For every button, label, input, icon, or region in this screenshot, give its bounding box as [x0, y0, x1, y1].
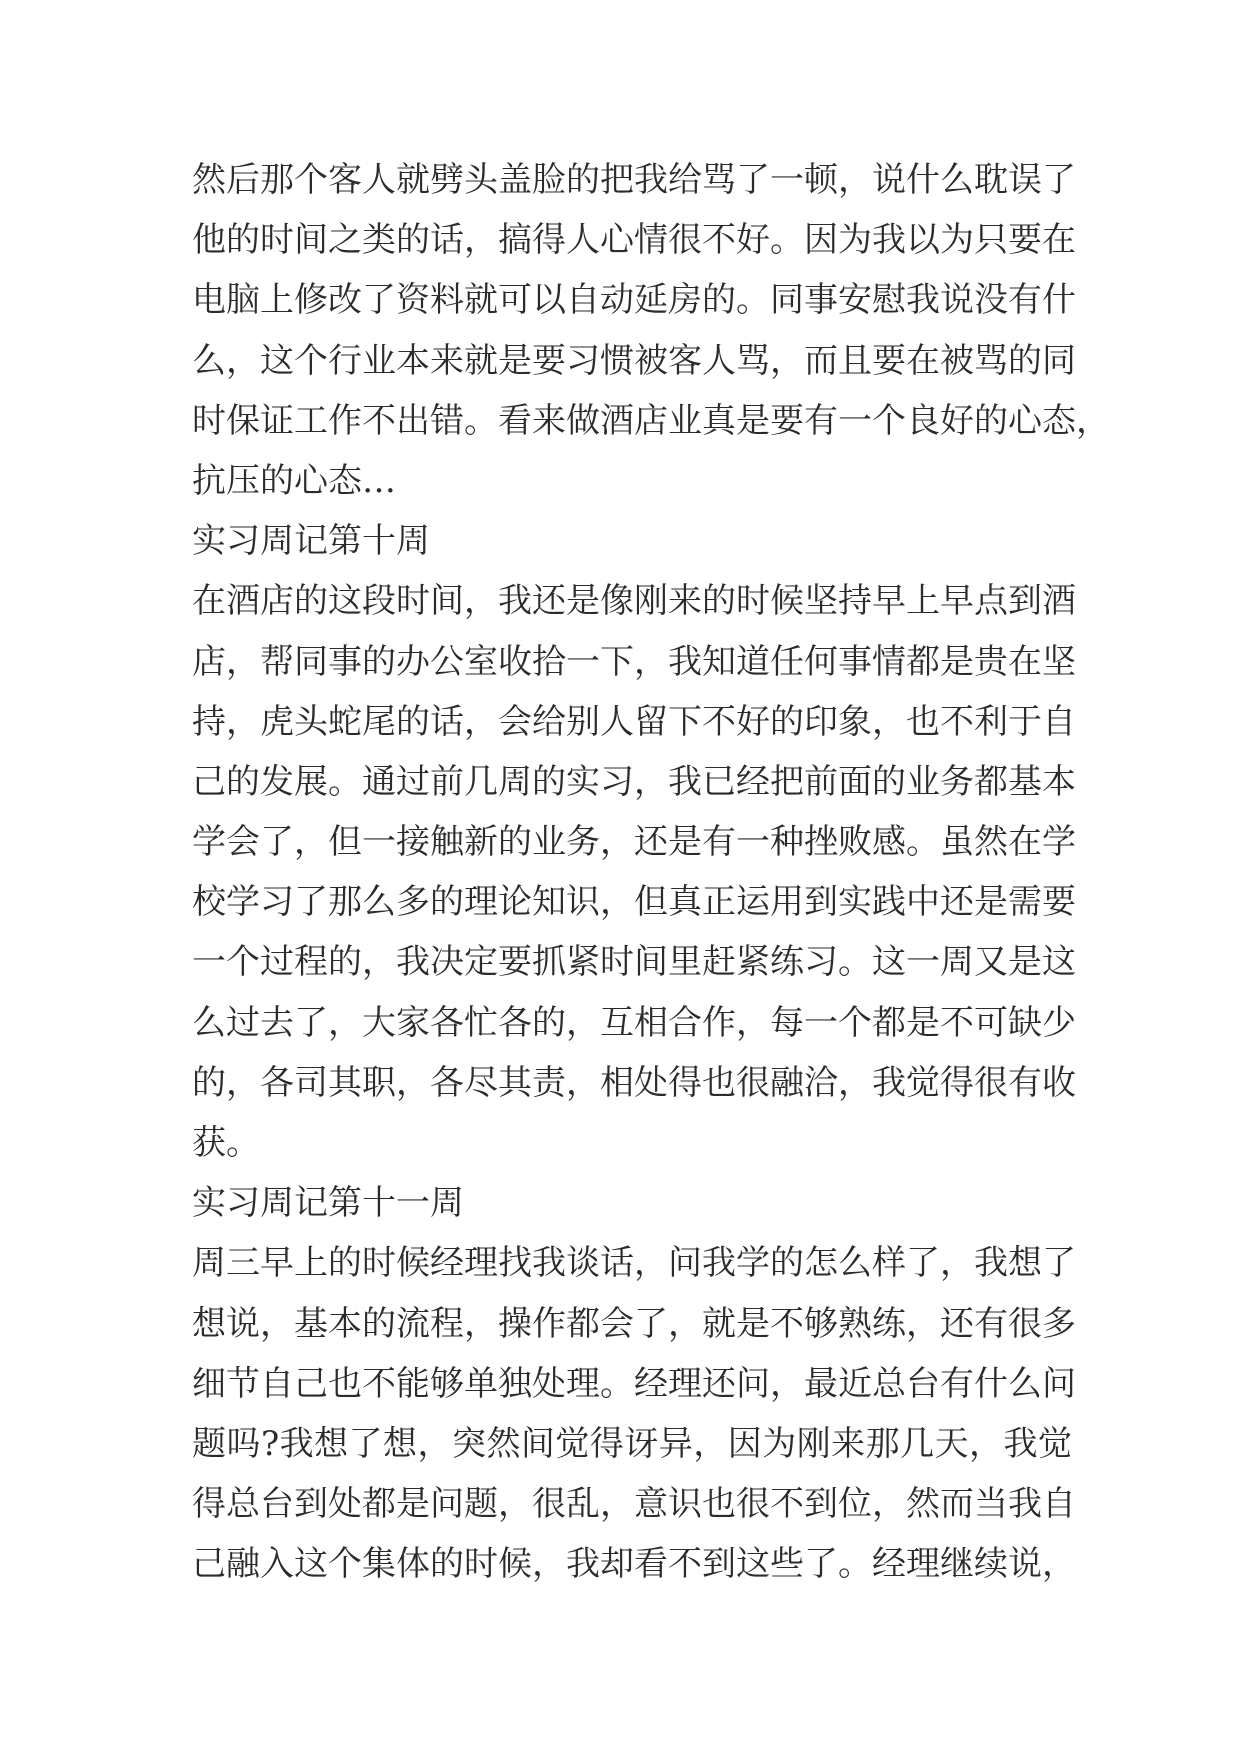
- section-heading: 实习周记第十一周: [192, 1183, 464, 1224]
- text-line: 一个过程的，我决定要抓紧时间里赶紧练习。这一周又是这: [192, 942, 1076, 983]
- text-line: 学会了，但一接触新的业务，还是有一种挫败感。虽然在学: [192, 822, 1076, 863]
- text-line: 持，虎头蛇尾的话，会给别人留下不好的印象，也不利于自: [192, 701, 1076, 742]
- text-line: 题吗?我想了想，突然间觉得讶异，因为刚来那几天，我觉: [192, 1423, 1072, 1464]
- text-line: 在酒店的这段时间，我还是像刚来的时候坚持早上早点到酒: [192, 581, 1076, 622]
- text-line: 校学习了那么多的理论知识，但真正运用到实践中还是需要: [192, 882, 1076, 923]
- text-line: 电脑上修改了资料就可以自动延房的。同事安慰我说没有什: [192, 280, 1076, 321]
- text-line: 店，帮同事的办公室收拾一下，我知道任何事情都是贵在坚: [192, 641, 1076, 682]
- text-line: 得总台到处都是问题，很乱，意识也很不到位，然而当我自: [192, 1484, 1076, 1525]
- section-heading: 实习周记第十周: [192, 521, 430, 562]
- text-line: 么过去了，大家各忙各的，互相合作，每一个都是不可缺少: [192, 1002, 1076, 1043]
- document-body: [192, 150, 1110, 1595]
- text-line: 想说，基本的流程，操作都会了，就是不够熟练，还有很多: [192, 1303, 1076, 1344]
- text-line: 细节自己也不能够单独处理。经理还问，最近总台有什么问: [192, 1363, 1076, 1404]
- text-line: 的，各司其职，各尽其责，相处得也很融洽，我觉得很有收: [192, 1062, 1076, 1103]
- text-line: 抗压的心态…: [192, 460, 396, 501]
- text-line: 么，这个行业本来就是要习惯被客人骂，而且要在被骂的同: [192, 340, 1076, 381]
- text-line: 己融入这个集体的时候，我却看不到这些了。经理继续说，: [192, 1544, 1076, 1585]
- text-line: 他的时间之类的话，搞得人心情很不好。因为我以为只要在: [192, 220, 1076, 261]
- text-line: 时保证工作不出错。看来做酒店业真是要有一个良好的心态，: [192, 400, 1110, 441]
- text-line: 然后那个客人就劈头盖脸的把我给骂了一顿，说什么耽误了: [192, 160, 1076, 200]
- text-line: 周三早上的时候经理找我谈话，问我学的怎么样了，我想了: [192, 1243, 1076, 1284]
- text-line: 获。: [192, 1123, 260, 1163]
- text-line: 己的发展。通过前几周的实习，我已经把前面的业务都基本: [192, 761, 1076, 802]
